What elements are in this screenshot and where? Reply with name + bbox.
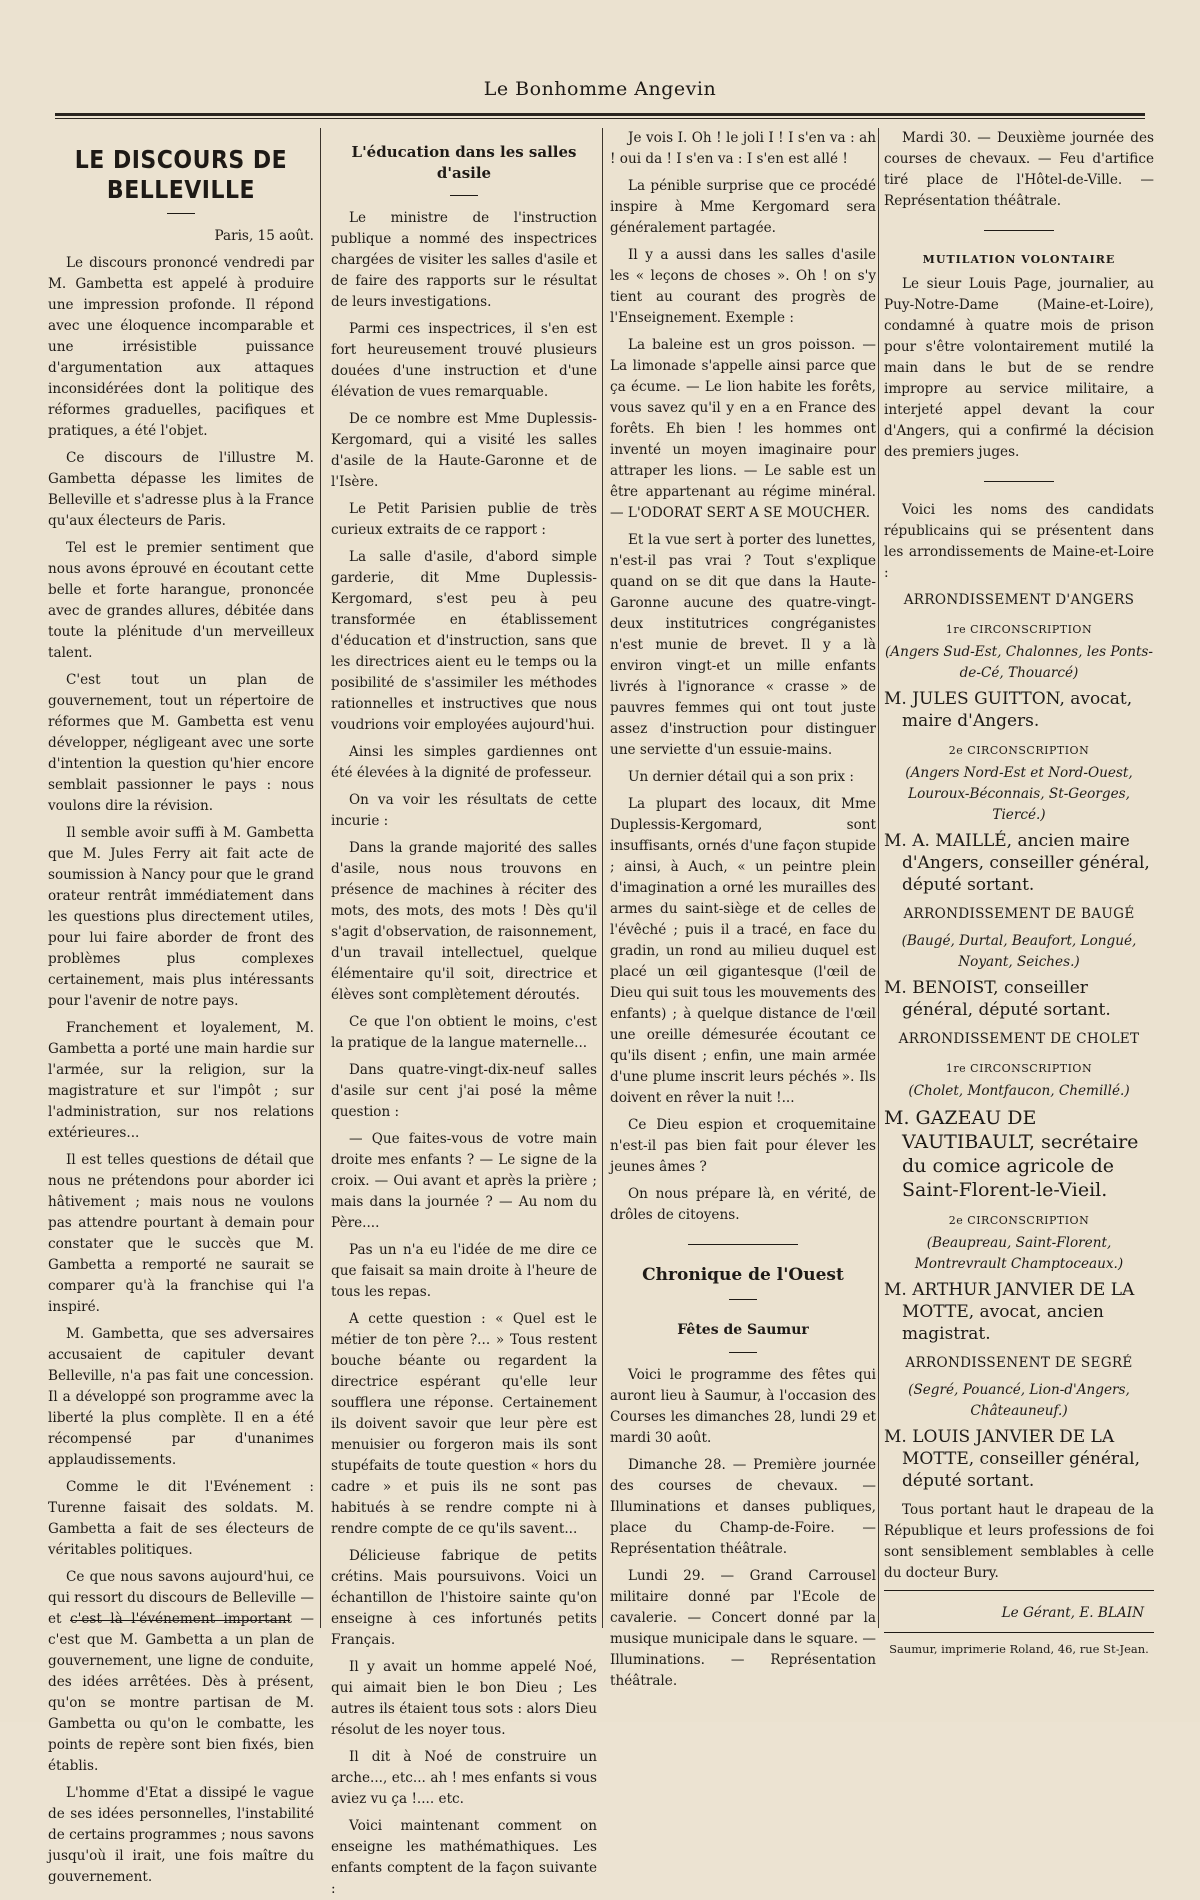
paragraph: Tel est le premier sentiment que nous avons éprouvé en écoutant cette belle et forte harangue, prononcée avec de grandes allures, débitée dans toute la plénitude d'un merveilleux talent.	[48, 540, 314, 661]
column-2	[331, 128, 597, 1897]
paragraph: De ce nombre est Mme Duplessis-Kergomard, qui a visité les salles d'asile de la Haute-Garonne et de l'Isère.	[331, 411, 597, 490]
paragraph: On nous prépare là, en vérité, de drôles de citoyens.	[610, 1186, 876, 1223]
paragraph: Délicieuse fabrique de petits crétins. Mais poursuivons. Voici un échantillon de l'histoire sainte qu'on enseigne à ces infortunés petits Français.	[331, 1548, 597, 1648]
masthead: Le Bonhomme Angevin	[483, 78, 717, 100]
arrondissement-heading: ARRONDISSENENT DE SEGRÉ	[905, 1355, 1133, 1371]
paragraph: La pénible surprise que ce procédé inspire à Mme Kergomard sera généralement partagée.	[610, 178, 876, 236]
cantons-list: (Baugé, Durtal, Beaufort, Longué, Noyant, Seiches.)	[901, 933, 1137, 970]
paragraph: On va voir les résultats de cette incurie :	[331, 792, 597, 829]
candidate-entry: M. LOUIS JANVIER DE LA MOTTE, conseiller général, député sortant.	[884, 1427, 1140, 1491]
paragraph: La plupart des locaux, dit Mme Duplessis-Kergomard, sont insuffisants, ornés d'une façon stupide ; ainsi, à Auch, « un peintre plein d'imagination a orné les murailles des armes du saint-siège et de celles de l'évêché ; puis il a tracé, en face du gradin, un rond au milieu duquel est placé un œil gigantesque (l'œil de Dieu qui suit tous les mouvements des enfants) ; à quelque distance de l'œil une oreille démesurée écoutant ce qu'ils disent ; enfin, une main armée d'une plume inscrit leurs péchés ». Ils doivent en rêver la nuit !...	[610, 796, 876, 1106]
title-dash	[610, 1292, 876, 1306]
masthead-rule	[55, 113, 1145, 116]
article-title: MUTILATION VOLONTAIRE	[922, 253, 1116, 266]
candidates-intro: Voici les noms des candidats républicains qui se présentent dans les arrondissements de Maine-et-Loire :	[884, 502, 1154, 581]
paragraph: Parmi ces inspectrices, il s'en est fort heureusement trouvé plusieurs douées d'une instruction et d'une élévation de vues remarquable.	[331, 321, 597, 400]
paragraph: Ce que nous savons aujourd'hui, ce qui ressort du discours de Belleville — et c'est là l'événement important — c'est que M. Gambetta a un plan de gouvernement, une ligne de conduite, des idées arrêtées. Dès à présent, qu'on se montre partisan de M. Gambetta ou qu'on le combatte, les points de repère sont bien fixés, bien établis.	[48, 1569, 314, 1774]
masthead-rule-thin	[55, 118, 1145, 119]
paragraph: Comme le dit l'Evénement : Turenne faisait des soldats. M. Gambetta a fait de ses électeurs de véritables politiques.	[48, 1479, 314, 1558]
dateline: Paris, 15 août.	[214, 228, 314, 244]
paragraph: Il y avait un homme appelé Noé, qui aimait bien le bon Dieu ; Les autres ils étaient tous sots : alors Dieu résolut de les noyer tous.	[331, 1659, 597, 1738]
paragraph: Le ministre de l'instruction publique a nommé des inspectrices chargées de visiter les salles d'asile et de faire des rapports sur le résultat de leurs investigations.	[331, 210, 597, 310]
article-body	[331, 208, 597, 1900]
paragraph: L'homme d'Etat a dissipé le vague de ses idées personnelles, l'instabilité de certains programmes ; nous savons jusqu'où il irait, une fois maître du gouvernement.	[48, 1785, 314, 1885]
article-title: LE DISCOURS DE BELLEVILLE	[74, 146, 288, 205]
paragraph: Il semble avoir suffi à M. Gambetta que M. Jules Ferry ait fait acte de soumission à Nancy pour que le grand orateur rentrât immédiatement dans les questions plus directement utiles, pour lui faire aborder de front des problèmes plus complexes certainement, mais plus intéressants pour l'avenir de notre pays.	[48, 825, 314, 1009]
cantons-list: (Segré, Pouancé, Lion-d'Angers, Châteauneuf.)	[908, 1382, 1130, 1419]
paragraph: Pas un n'a eu l'idée de me dire ce que faisait sa main droite à l'heure de tous les repas.	[331, 1242, 597, 1300]
section-ornament	[884, 220, 1154, 241]
paragraph: Ce Dieu espion et croquemitaine n'est-il pas bien fait pour élever les jeunes âmes ?	[610, 1117, 876, 1175]
article-body	[48, 253, 314, 1888]
bottom-ornament	[70, 1620, 290, 1621]
column-divider	[602, 128, 603, 1628]
cantons-list: (Cholet, Montfaucon, Chemillé.)	[908, 1083, 1130, 1099]
cantons-list: (Angers Sud-Est, Chalonnes, les Ponts-de-Cé, Thouarcé)	[884, 644, 1153, 681]
divider	[884, 1590, 1154, 1591]
column-1	[48, 128, 314, 1885]
fetes-mardi: Mardi 30. — Deuxième journée des courses de chevaux. — Feu d'artifice tiré place de l'Hôtel-de-Ville. — Représentation théâtrale.	[884, 130, 1154, 209]
paragraph: Il dit à Noé de construire un arche..., etc... ah ! mes enfants si vous aviez vu ça !.... etc.	[331, 1749, 597, 1807]
paragraph: Il est telles questions de détail que nous ne prétendons pour aborder ici hâtivement ; mais nous ne voulons pas attendre pourtant à demain pour constater que le succès que M. Gambetta a remporté ne saurait se comparer qu'à la franchise qui l'a inspiré.	[48, 1152, 314, 1315]
paragraph: Ainsi les simples gardiennes ont été élevées à la dignité de professeur.	[331, 744, 597, 781]
article-continuation	[610, 128, 876, 1226]
paragraph: Voici le programme des fêtes qui auront lieu à Saumur, à l'occasion des Courses les dimanches 28, lundi 29 et mardi 30 août.	[610, 1367, 876, 1446]
paragraph: La baleine est un gros poisson. — La limonade s'appelle ainsi parce que ça écume. — Le lion habite les forêts, vous savez qu'il y en a en France des forêts. Eh bien ! les hommes ont inventé un moyen imaginaire pour attraper les lions. — Le sable est un être appartenant au régime minéral. — L'ODORAT SERT A SE MOUCHER.	[610, 337, 876, 521]
paragraph: Ce discours de l'illustre M. Gambetta dépasse les limites de Belleville et s'adresse plus à la France qu'aux électeurs de Paris.	[48, 450, 314, 529]
paragraph: M. Gambetta, que ses adversaires accusaient de capituler devant Belleville, n'a pas fait une concession. Il a développé son programme avec la liberté la plus complète. Il en a été récompensé par d'unanimes applaudissements.	[48, 1326, 314, 1468]
article-title: Fêtes de Saumur	[677, 1322, 809, 1338]
cantons-list: (Angers Nord-Est et Nord-Ouest, Louroux-Béconnais, St-Georges, Tiercé.)	[905, 765, 1133, 823]
circonscription-heading: 2e CIRCONSCRIPTION	[948, 1214, 1090, 1227]
paragraph: Le discours prononcé vendredi par M. Gambetta est appelé à produire une impression profonde. Il répond avec une éloquence incomparable et une irrésistible puissance d'argumentation aux attaques inconsidérées dont la politique des réformes graduelles, pacifiques et pratiques, a été l'objet.	[48, 255, 314, 439]
paragraph: Dimanche 28. — Première journée des courses de chevaux. — Illuminations et danses publiques, place du Champ-de-Foire. — Représentation théâtrale.	[610, 1457, 876, 1557]
column-divider	[878, 128, 879, 1628]
arrondissement-heading: ARRONDISSEMENT DE CHOLET	[898, 1031, 1140, 1047]
article-body	[610, 1365, 876, 1692]
paragraph: C'est tout un plan de gouvernement, tout un répertoire de réformes que M. Gambetta est venu développer, négligeant avec une sorte d'intention la question qu'hier encore semblait passionner le pays : nous voulons dire la révision.	[48, 672, 314, 814]
paragraph: Lundi 29. — Grand Carrousel militaire donné par l'Ecole de cavalerie. — Concert donné par la musique municipale dans le square. — Illuminations. — Représentation théâtrale.	[610, 1568, 876, 1689]
candidate-entry: M. GAZEAU DE VAUTIBAULT, secrétaire du comice agricole de Saint-Florent-le-Vieil.	[884, 1107, 1139, 1201]
candidate-entry: M. JULES GUITTON, avocat, maire d'Angers.	[884, 689, 1133, 731]
paragraph: — Que faites-vous de votre main droite mes enfants ? — Le signe de la croix. — Oui avant et après la prière ; mais dans la journée ? — Au nom du Père....	[331, 1131, 597, 1231]
paragraph: Et la vue sert à porter des lunettes, n'est-il pas vrai ? Tout s'explique quand on se dit que dans la Haute-Garonne aucune des quatre-vingt-deux institutrices congréganistes n'est munie de brevet. Il y a là environ vingt-et un mille enfants livrés à l'ignorance « crasse » de pauvres femmes qui ont tout juste assez d'instruction pour distinguer une serviette d'un essuie-mains.	[610, 532, 876, 758]
paragraph: La salle d'asile, d'abord simple garderie, dit Mme Duplessis-Kergomard, s'est peu à peu transformée en établissement d'éducation et d'instruction, sans que les directrices aient eu le temps ou la posibilité de s'assimiler les méthodes rationnelles et instructives que nous voudrions voir employées aujourd'hui.	[331, 549, 597, 733]
candidate-entry: M. A. MAILLÉ, ancien maire d'Angers, conseiller général, député sortant.	[884, 831, 1150, 895]
candidate-entry: M. ARTHUR JANVIER DE LA MOTTE, avocat, ancien magistrat.	[884, 1280, 1135, 1344]
column-divider	[320, 128, 321, 1628]
title-dash	[331, 188, 597, 202]
paragraph: Un dernier détail qui a son prix :	[628, 769, 854, 785]
closing-paragraph: Tous portant haut le drapeau de la République et leurs professions de foi sont sensiblement semblables à celle du docteur Bury.	[884, 1502, 1154, 1581]
arrondissement-heading: ARRONDISSEMENT D'ANGERS	[903, 592, 1135, 608]
gerant-signature: Le Gérant, E. BLAIN	[1001, 1605, 1144, 1621]
printer-line: Saumur, imprimerie Roland, 46, rue St-Jean.	[889, 1642, 1149, 1656]
column-3	[610, 128, 876, 1689]
circonscription-heading: 1re CIRCONSCRIPTION	[945, 1062, 1093, 1075]
paragraph: Dans quatre-vingt-dix-neuf salles d'asile sur cent j'ai posé la même question :	[331, 1062, 597, 1120]
paragraph: A cette question : « Quel est le métier de ton père ?... » Tous restent bouche béante ou regardent la directrice espérant qu'elle leur soufflera une réponse. Certainement ils doivent savoir que leur père est menuisier ou forgeron mais ils sont stupéfaits de toute question « hors du cadre » et puis ils ne sont pas habitués à se rendre compte ni à rendre compte de ce qu'ils savent...	[331, 1311, 597, 1537]
paragraph: Il y a aussi dans les salles d'asile les « leçons de choses ». Oh ! on s'y tient au courant des progrès de l'Enseignement. Exemple :	[610, 247, 876, 326]
paragraph: Franchement et loyalement, M. Gambetta a porté une main hardie sur l'armée, sur la religion, sur la magistrature et sur l'impôt ; sur l'administration, sur nos relations extérieures...	[48, 1020, 314, 1141]
circonscription-heading: 2e CIRCONSCRIPTION	[948, 744, 1090, 757]
title-dash	[610, 1345, 876, 1359]
section-ornament	[610, 1234, 876, 1255]
article-body: Le sieur Louis Page, journalier, au Puy-Notre-Dame (Maine-et-Loire), condamné à quatre mois de prison pour s'être volontairement mutilé la main dans le but de se rendre impropre au service militaire, a interjeté appel devant la cour d'Angers, qui a confirmé la décision des premiers juges.	[884, 276, 1154, 460]
cantons-list: (Beaupreau, Saint-Florent, Montrevrault Champtoceaux.)	[914, 1235, 1124, 1272]
section-ornament	[884, 471, 1154, 492]
paragraph: Je vois I. Oh ! le joli I ! I s'en va : ah ! oui da ! I s'en va : I s'en est allé !	[610, 130, 876, 167]
circonscription-heading: 1re CIRCONSCRIPTION	[945, 623, 1093, 636]
paragraph: Voici maintenant comment on enseigne les mathémathiques. Les enfants comptent de la façon suivante :	[331, 1818, 597, 1897]
arrondissement-heading: ARRONDISSEMENT DE BAUGÉ	[903, 906, 1135, 922]
column-4	[884, 128, 1154, 1656]
article-title: L'éducation dans les salles d'asile	[351, 143, 577, 182]
paragraph: Le Petit Parisien publie de très curieux extraits de ce rapport :	[331, 501, 597, 538]
divider	[884, 1632, 1154, 1633]
title-dash	[48, 206, 314, 220]
candidate-entry: M. BENOIST, conseiller général, député sortant.	[884, 978, 1111, 1020]
section-title: Chronique de l'Ouest	[642, 1265, 844, 1285]
paragraph: Ce que l'on obtient le moins, c'est la pratique de la langue maternelle...	[331, 1014, 597, 1051]
paragraph: Dans la grande majorité des salles d'asile, nous nous trouvons en présence de machines à réciter des mots, des mots, des mots ! Dès qu'il s'agit d'observation, de raisonnement, d'un travail intellectuel, quelque élémentaire qu'il soit, directrice et élèves sont complètement déroutés.	[331, 840, 597, 1003]
